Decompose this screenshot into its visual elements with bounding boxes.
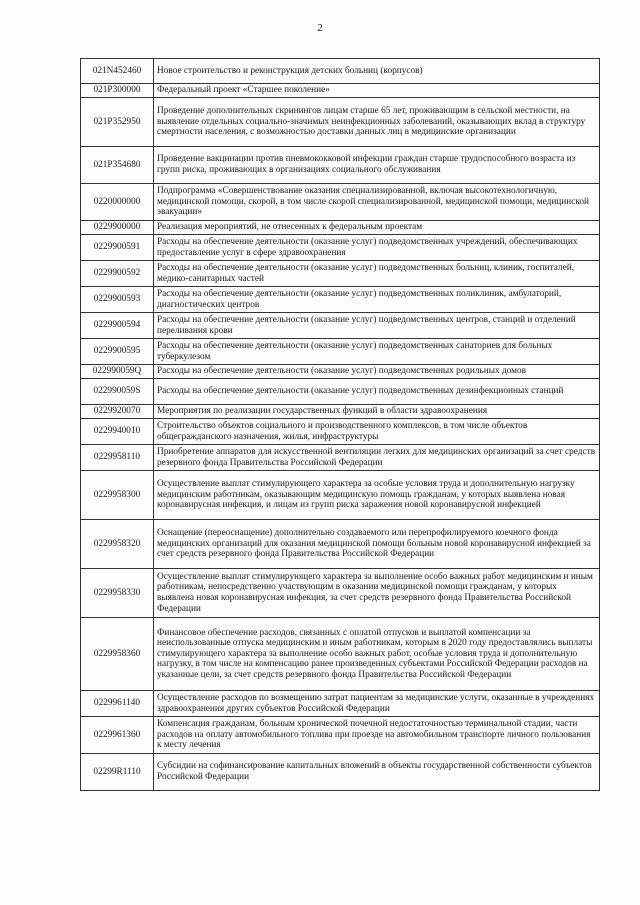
budget-code-cell: 02299R1110 (81, 754, 154, 791)
budget-code-cell: 022990059Q (81, 365, 154, 379)
table-row (81, 569, 600, 618)
description-cell: Осуществление выплат стимулирующего характера за выполнение особо важных работ медицинским и иным работникам, непосредственно участвующим в оказании медицинской помощи гражданам, у которых выявлена новая коронавирусная инфекция, за счет средств резервного фонда Правительства Российской Федерации (154, 569, 600, 618)
page-number: 2 (317, 22, 323, 34)
description-cell: Финансовое обеспечение расходов, связанных с оплатой отпусков и выплатой компенсации за неиспользованные отпуска медицинским и иным работникам, которым в 2020 году предоставлялись выплаты стимулирующего характера за выполнение особо важных работ, особые условия труда и дополнительную нагрузку, в том числе на компенсацию ранее произведенных субъектами Российской Федерации расходов на указанные цели, за счет средств резервного фонда Правительства Российской Федерации (154, 618, 600, 691)
table-row (81, 754, 600, 791)
budget-code-cell: 022990059S (81, 379, 154, 405)
budget-code-cell: 021N452460 (81, 59, 154, 84)
description-cell: Проведение дополнительных скринингов лицам старше 65 лет, проживающим в сельской местности, на выявление отдельных социально-значимых неинфекционных заболеваний, оказывающих вклад в структуру смертности населения, с возможностью доставки данных лиц в медицинские организации (154, 98, 600, 147)
description-cell: Компенсация гражданам, больным хронической почечной недостаточностью терминальной стадии, части расходов на оплату автомобильного топлива при проезде на автомобильном транспорте личного пользования к месту лечения (154, 717, 600, 754)
description-cell: Расходы на обеспечение деятельности (оказание услуг) подведомственных учреждений, обеспечивающих предоставление услуг в сфере здравоохранения (154, 235, 600, 261)
description-cell: Осуществление выплат стимулирующего характера за особые условия труда и дополнительную нагрузку медицинским работникам, оказывающим медицинскую помощь гражданам, у которых выявлена новая коронавирусная инфекция, и лицам из групп риска заражения новой коронавирусной инфекцией (154, 471, 600, 520)
table-row (81, 618, 600, 691)
description-cell: Федеральный проект «Старшее поколение» (154, 84, 600, 98)
budget-code-cell: 021P354680 (81, 147, 154, 184)
table-row (81, 379, 600, 405)
budget-code-cell: 0229900000 (81, 221, 154, 235)
table-row (81, 471, 600, 520)
budget-code-cell: 0229958320 (81, 520, 154, 569)
budget-code-cell: 021P352950 (81, 98, 154, 147)
description-cell: Расходы на обеспечение деятельности (оказание услуг) подведомственных санаториев для больных туберкулезом (154, 339, 600, 365)
table-row (81, 147, 600, 184)
description-cell: Подпрограмма «Совершенствование оказания специализированной, включая высокотехнологичную, медицинской помощи, скорой, в том числе скорой специализированной, медицинской помощи, медицинской эвакуации» (154, 184, 600, 221)
table-row (81, 59, 600, 84)
description-cell: Строительство объектов социального и производственного комплексов, в том числе объектов общегражданского назначения, жилья, инфраструктуры (154, 419, 600, 445)
budget-code-cell: 0229900595 (81, 339, 154, 365)
description-cell: Расходы на обеспечение деятельности (оказание услуг) подведомственных дезинфекционных станций (154, 379, 600, 405)
description-cell: Оснащение (переоснащение) дополнительно создаваемого или перепрофилируемого коечного фонда медицинских организаций для оказания медицинской помощи больным новой коронавирусной инфекцией за счет средств резервного фонда Правительства Российской Федерации (154, 520, 600, 569)
table-row (81, 365, 600, 379)
table-row (81, 98, 600, 147)
table-row (81, 221, 600, 235)
table-row (81, 339, 600, 365)
budget-code-cell: 0229900593 (81, 287, 154, 313)
table-row (81, 520, 600, 569)
description-cell: Субсидии на софинансирование капитальных вложений в объекты государственной собственности субъектов Российской Федерации (154, 754, 600, 791)
budget-code-cell: 021P300000 (81, 84, 154, 98)
table-row (81, 84, 600, 98)
budget-code-cell: 0220000000 (81, 184, 154, 221)
table-row (81, 717, 600, 754)
table-row (81, 287, 600, 313)
table-row (81, 445, 600, 471)
description-cell: Проведение вакцинации против пневмококковой инфекции граждан старше трудоспособного возраста из групп риска, проживающих в организациях социального обслуживания (154, 147, 600, 184)
description-cell: Расходы на обеспечение деятельности (оказание услуг) подведомственных поликлиник, амбулаторий, диагностических центров (154, 287, 600, 313)
table-row (81, 419, 600, 445)
table-row (81, 313, 600, 339)
budget-code-cell: 0229900592 (81, 261, 154, 287)
description-cell: Новое строительство и реконструкция детских больниц (корпусов) (154, 59, 600, 84)
description-cell: Расходы на обеспечение деятельности (оказание услуг) подведомственных центров, станций и отделений переливания крови (154, 313, 600, 339)
table-row (81, 235, 600, 261)
description-cell: Мероприятия по реализации государственных функций в области здравоохранения (154, 405, 600, 419)
description-cell: Осуществление расходов по возмещению затрат пациентам за медицинские услуги, оказанные в учреждениях здравоохранения других субъектов Российской Федерации (154, 691, 600, 717)
table-row (81, 691, 600, 717)
budget-code-cell: 0229958360 (81, 618, 154, 691)
budget-code-cell: 0229900594 (81, 313, 154, 339)
budget-code-cell: 0229961140 (81, 691, 154, 717)
budget-code-cell: 0229961360 (81, 717, 154, 754)
description-cell: Реализация мероприятий, не отнесенных к федеральным проектам (154, 221, 600, 235)
table-row (81, 405, 600, 419)
description-cell: Расходы на обеспечение деятельности (оказание услуг) подведомственных родильных домов (154, 365, 600, 379)
budget-classification-table (80, 58, 600, 791)
description-cell: Расходы на обеспечение деятельности (оказание услуг) подведомственных больниц, клиник, госпиталей, медико-санитарных частей (154, 261, 600, 287)
budget-code-cell: 0229958330 (81, 569, 154, 618)
table-row (81, 184, 600, 221)
budget-code-cell: 0229958300 (81, 471, 154, 520)
budget-code-cell: 0229958110 (81, 445, 154, 471)
budget-code-cell: 0229900591 (81, 235, 154, 261)
description-cell: Приобретение аппаратов для искусственной вентиляции легких для медицинских организаций за счет средств резервного фонда Правительства Российской Федерации (154, 445, 600, 471)
table-row (81, 261, 600, 287)
budget-code-cell: 0229920070 (81, 405, 154, 419)
budget-code-cell: 0229940010 (81, 419, 154, 445)
